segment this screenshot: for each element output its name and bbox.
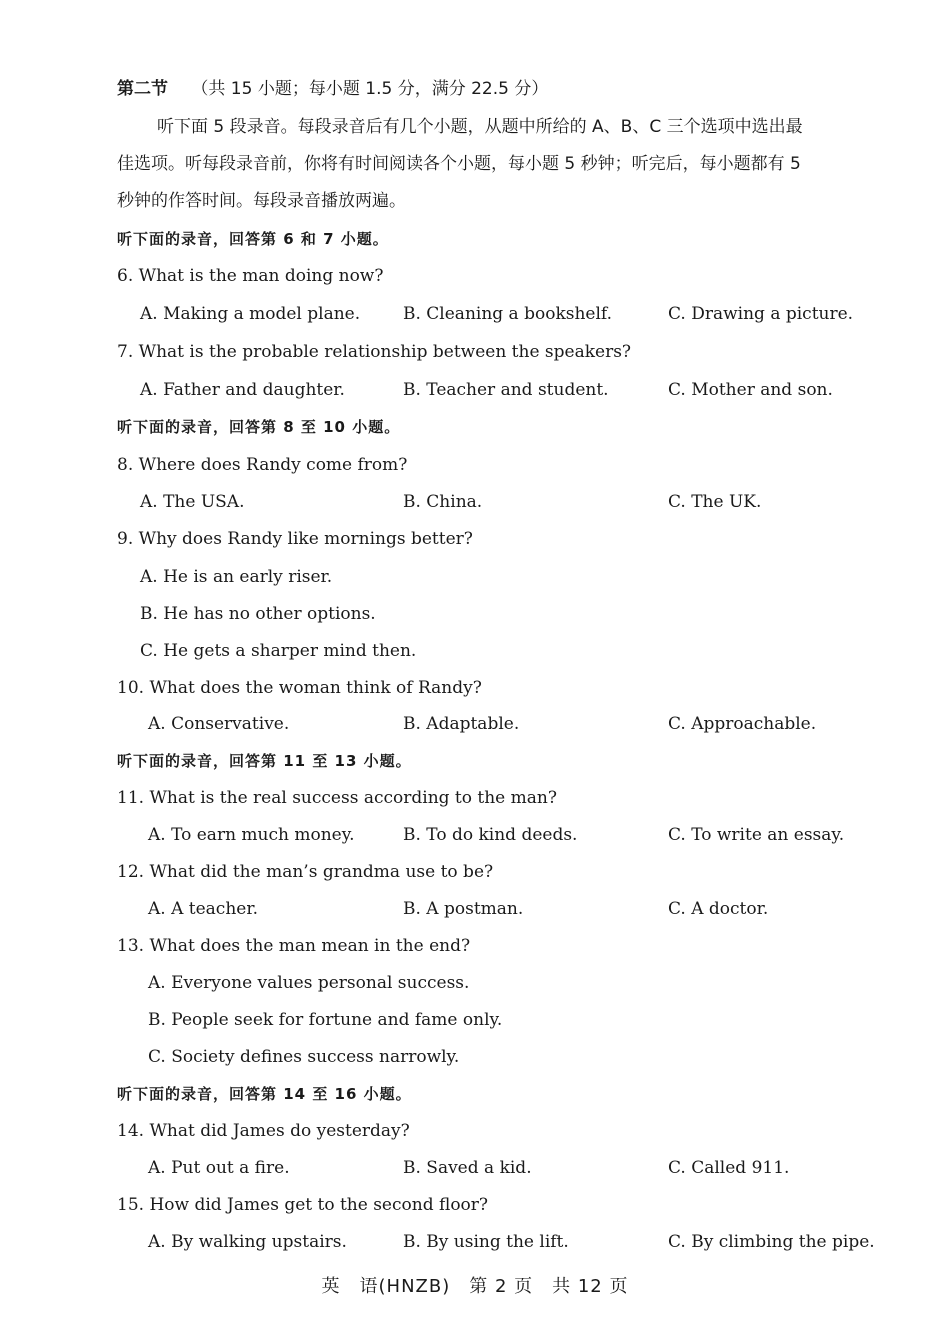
option-a: A. Conservative. — [148, 714, 290, 734]
question-stem: 10. What does the woman think of Randy? — [117, 678, 482, 698]
question-stem: 8. Where does Randy come from? — [117, 455, 408, 475]
question-stem: 6. What is the man doing now? — [117, 266, 384, 286]
option-a: A. By walking upstairs. — [148, 1232, 347, 1252]
option-b: B. He has no other options. — [140, 604, 376, 624]
option-b: B. Saved a kid. — [403, 1158, 532, 1178]
question-stem: 12. What did the man’s grandma use to be? — [117, 862, 494, 882]
group-intro: 听下面的录音，回答第 6 和 7 小题。 — [117, 230, 389, 248]
option-a: A. Everyone values personal success. — [148, 973, 470, 993]
option-c: C. A doctor. — [668, 899, 769, 919]
option-a: A. Father and daughter. — [140, 380, 345, 400]
option-a: A. Making a model plane. — [140, 304, 361, 324]
section-title: 第二节 — [117, 79, 168, 99]
question-stem: 11. What is the real success according to the man? — [117, 788, 557, 808]
option-c: C. He gets a sharper mind then. — [140, 641, 417, 661]
option-c: C. By climbing the pipe. — [668, 1232, 875, 1252]
option-c: C. Called 911. — [668, 1158, 790, 1178]
option-a: A. He is an early riser. — [140, 567, 333, 587]
group-intro: 听下面的录音，回答第 14 至 16 小题。 — [117, 1085, 412, 1103]
option-b: B. Cleaning a bookshelf. — [403, 304, 613, 324]
option-a: A. To earn much money. — [148, 825, 355, 845]
question-stem: 13. What does the man mean in the end? — [117, 936, 471, 956]
section-header — [117, 78, 548, 100]
question-stem: 9. Why does Randy like mornings better? — [117, 529, 473, 549]
option-c: C. To write an essay. — [668, 825, 845, 845]
group-intro: 听下面的录音，回答第 8 至 10 小题。 — [117, 418, 401, 436]
option-b: B. A postman. — [403, 899, 524, 919]
group-intro: 听下面的录音，回答第 11 至 13 小题。 — [117, 752, 412, 770]
option-c: C. Mother and son. — [668, 380, 833, 400]
option-c: C. Drawing a picture. — [668, 304, 854, 324]
option-b: B. Teacher and student. — [403, 380, 609, 400]
page-footer: 英 语(HNZB) 第 2 页 共 12 页 — [321, 1276, 629, 1297]
instruction-line-2: 佳选项。听每段录音前，你将有时间阅读各个小题，每小题 5 秒钟；听完后，每小题都有 5 — [117, 154, 801, 174]
option-c: C. Society defines success narrowly. — [148, 1047, 460, 1067]
question-stem: 7. What is the probable relationship between the speakers? — [117, 342, 632, 362]
question-stem: 14. What did James do yesterday? — [117, 1121, 410, 1141]
option-b: B. China. — [403, 492, 483, 512]
question-stem: 15. How did James get to the second floor? — [117, 1195, 489, 1215]
option-b: B. Adaptable. — [403, 714, 520, 734]
section-note: （共 15 小题；每小题 1.5 分，满分 22.5 分） — [191, 79, 549, 99]
option-b: B. To do kind deeds. — [403, 825, 578, 845]
option-b: B. By using the lift. — [403, 1232, 569, 1252]
option-a: A. The USA. — [140, 492, 245, 512]
option-c: C. Approachable. — [668, 714, 817, 734]
instruction-line-1: 听下面 5 段录音。每段录音后有几个小题，从题中所给的 A、B、C 三个选项中选出最 — [157, 117, 803, 137]
option-b: B. People seek for fortune and fame only. — [148, 1010, 503, 1030]
instruction-line-3: 秒钟的作答时间。每段录音播放两遍。 — [117, 191, 406, 211]
option-c: C. The UK. — [668, 492, 762, 512]
option-a: A. A teacher. — [148, 899, 258, 919]
option-a: A. Put out a fire. — [148, 1158, 290, 1178]
